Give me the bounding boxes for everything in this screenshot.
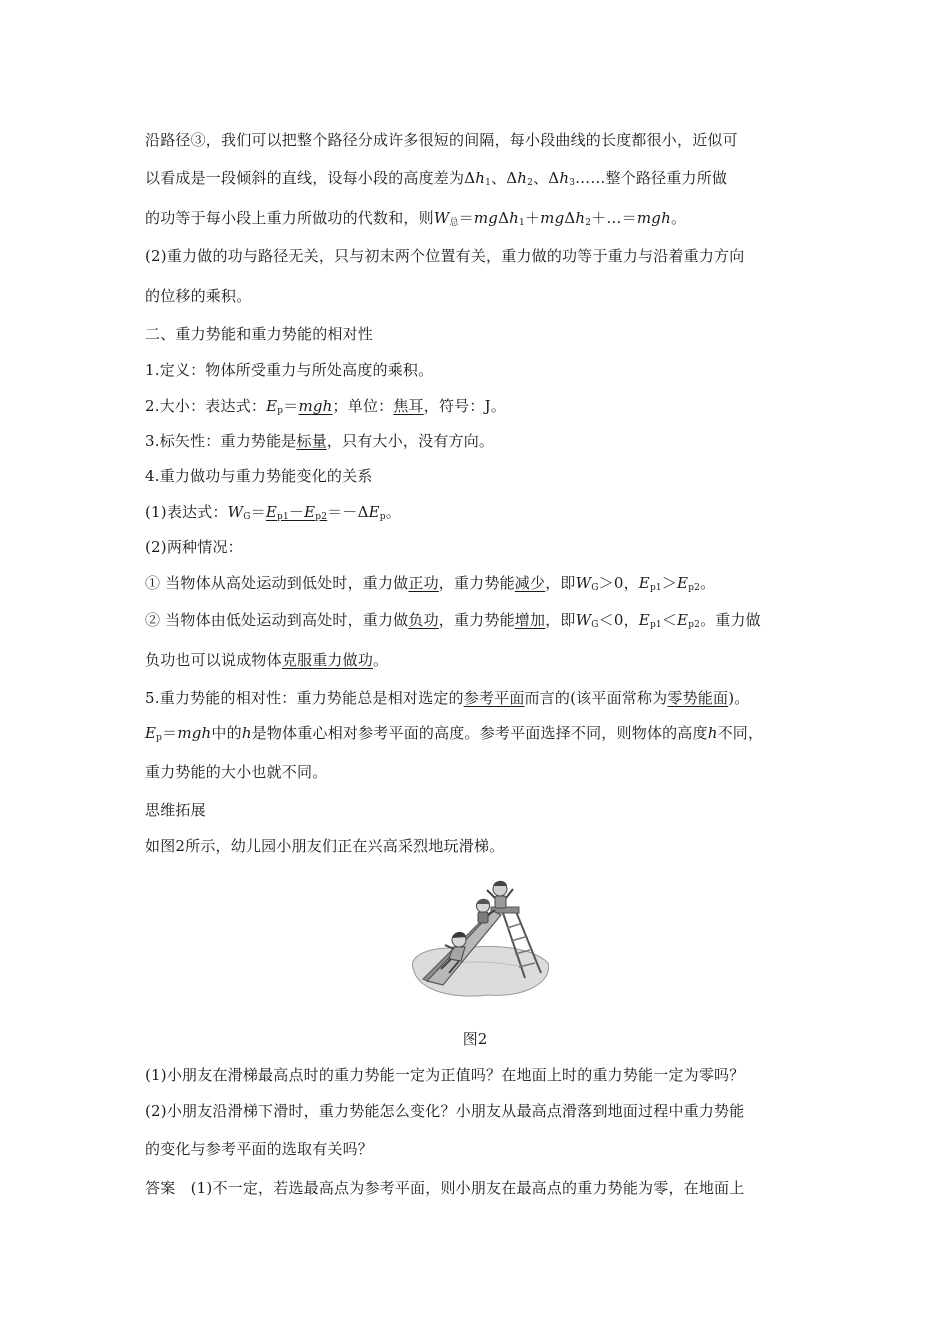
text-line: 负功也可以说成物体克服重力做功。 (145, 651, 389, 669)
text-line: 重力势能的大小也就不同。 (145, 763, 328, 781)
question-line: (1)小朋友在滑梯最高点时的重力势能一定为正值吗？在地面上时的重力势能一定为零吗？ (145, 1066, 745, 1084)
text-line: 如图2所示，幼儿园小朋友们正在兴高采烈地玩滑梯。 (145, 837, 505, 855)
text-line: 沿路径③，我们可以把整个路径分成许多很短的间隔，每小段曲线的长度都很小，近似可 (145, 131, 738, 149)
text-line: 5.重力势能的相对性：重力势能总是相对选定的参考平面而言的(该平面常称为零势能面)。 (145, 689, 750, 707)
text-line: 2.大小：表达式：$E_p=mgh$；单位：焦耳，符号：J。 (145, 397, 506, 416)
section-heading: 二、重力势能和重力势能的相对性 (145, 325, 374, 343)
slide-illustration (403, 873, 553, 1003)
text-line: 的位移的乘积。 (145, 287, 252, 305)
question-line: 的变化与参考平面的选取有关吗？ (145, 1140, 374, 1158)
answer-line: 答案 (1)不一定，若选最高点为参考平面，则小朋友在最高点的重力势能为零，在地面上 (145, 1179, 745, 1197)
text-line: 的功等于每小段上重力所做功的代数和，则$W_总=mg\Delta h_1+mg\Delta h_2+\dots=mgh$。 (145, 209, 687, 228)
text-line: (2)重力做的功与路径无关，只与初末两个位置有关，重力做的功等于重力与沿着重力方向 (145, 247, 745, 265)
text-line: (1)表达式：$W_G=E_{p1}-E_{p2}=-\Delta E_p$。 (145, 503, 401, 522)
text-line: 1.定义：物体所受重力与所处高度的乘积。 (145, 361, 434, 379)
text-line: $E_p=mgh$中的h是物体重心相对参考平面的高度。参考平面选择不同，则物体的高度h不同， (145, 724, 764, 743)
text-line: 以看成是一段倾斜的直线，设每小段的高度差为$\Delta h_1$、$\Delta h_2$、$\Delta h_3\dots\dots$整个路径重力所做 (145, 169, 728, 188)
text-line: 4.重力做功与重力势能变化的关系 (145, 467, 373, 485)
text-line: ② 当物体由低处运动到高处时，重力做负功，重力势能增加，即$W_G<0$，$E_{p1}<E_{p2}$。重力做 (145, 611, 761, 630)
text-line: 3.标矢性：重力势能是标量，只有大小，没有方向。 (145, 432, 495, 450)
text-line: (2)两种情况： (145, 538, 243, 556)
text-line: ① 当物体从高处运动到低处时，重力做正功，重力势能减少，即$W_G>0$，$E_{p1}>E_{p2}$。 (145, 574, 716, 593)
section-heading: 思维拓展 (145, 801, 206, 819)
question-line: (2)小朋友沿滑梯下滑时，重力势能怎么变化？小朋友从最高点滑落到地面过程中重力势能 (145, 1102, 745, 1120)
figure-caption: 图2 (462, 1030, 488, 1048)
